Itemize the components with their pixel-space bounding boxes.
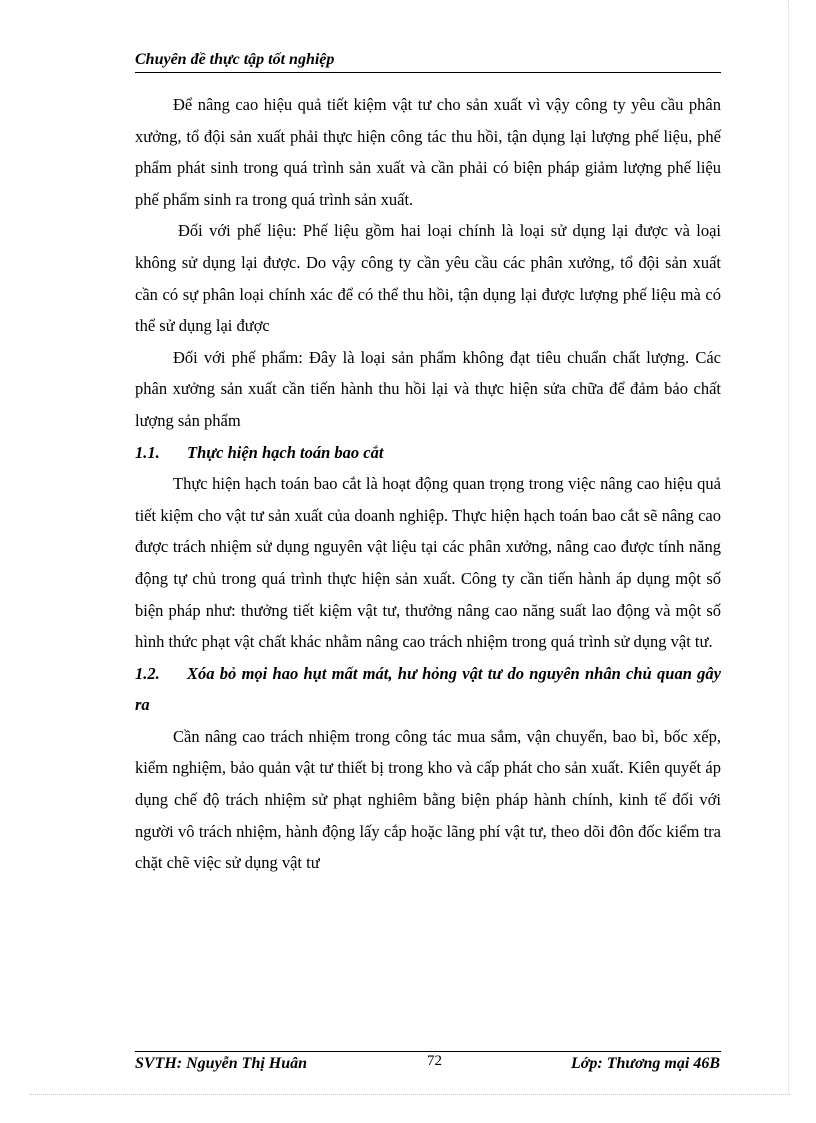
section-heading-1-2 <box>135 658 721 721</box>
paragraph-defective-products: Đối với phế phẩm: Đây là loại sản phẩm không đạt tiêu chuẩn chất lượng. Các phân xưởng sản xuất cần tiến hành thu hồi lại và thực hiện sửa chữa để đảm bảo chất lượng sản phẩm <box>135 347 721 430</box>
section-number: 1.1. <box>135 442 160 462</box>
paragraph-scrap-materials: Đối với phế liệu: Phế liệu gồm hai loại chính là loại sử dụng lại được và loại không sử dụng lại được. Do vậy công ty cần yêu cầu các phân xưởng, tổ đội sản xuất cần có sự phân loại chính xác để có thể thu hồi, tận dụng lại được lượng phế liệu mà có thể sử dụng lại được <box>135 221 721 336</box>
footer-author: SVTH: Nguyễn Thị Huân <box>135 1055 308 1072</box>
section-title: Thực hiện hạch toán bao cắt <box>187 442 384 462</box>
paragraph-responsibility: Cần nâng cao trách nhiệm trong công tác mua sắm, vận chuyển, bao bì, bốc xếp, kiểm nghiệm, bảo quản vật tư thiết bị trong kho và cấp phát cho sản xuất. Kiên quyết áp dụng chế độ trách nhiệm sử phạt nghiêm bằng biện pháp hành chính, kinh tế đối với người vô trách nhiệm, hành động lấy cắp hoặc lãng phí vật tư, theo dõi đôn đốc kiểm tra chặt chẽ việc sử dụng vật tư <box>135 726 721 873</box>
page-number: 72 <box>427 1053 442 1069</box>
page-edge-right <box>788 0 789 1094</box>
footer-class: Lớp: Thương mại 46B <box>571 1055 720 1072</box>
section-number: 1.2. <box>135 663 160 683</box>
paragraph-scrap-recovery: Để nâng cao hiệu quả tiết kiệm vật tư cho sản xuất vì vậy công ty yêu cầu phân xưởng, tổ đội sản xuất phải thực hiện công tác thu hồi, tận dụng lại lượng phế liệu, phế phẩm phát sinh trong quá trình sản xuất và cần phải có biện pháp giảm lượng phế liệu phế phẩm sinh ra trong quá trình sản xuất. <box>135 95 721 209</box>
section-heading-1-1 <box>135 437 721 469</box>
footer-divider <box>135 1051 721 1052</box>
section-title: Xóa bỏ mọi hao hụt mất mát, hư hỏng vật tư do nguyên nhân chủ quan gây ra <box>135 663 721 715</box>
page-edge-bottom <box>30 1094 790 1095</box>
page-header <box>135 48 721 73</box>
document-body <box>135 89 721 879</box>
header-title: Chuyên đề thực tập tốt nghiệp <box>135 51 335 68</box>
paragraph-cost-accounting: Thực hiện hạch toán bao cắt là hoạt động quan trọng trong việc nâng cao hiệu quả tiết kiệm cho vật tư sản xuất của doanh nghiệp. Thực hiện hạch toán bao cắt sẽ nâng cao được trách nhiệm sử dụng nguyên vật liệu tại các phân xưởng, nâng cao được tính năng động tự chủ trong quá trình thực hiện sản xuất. Công ty cần tiến hành áp dụng một số biện pháp như: thưởng tiết kiệm vật tư, thưởng nâng cao năng suất lao động và một số hình thức phạt vật chất khác nhằm nâng cao trách nhiệm trong quá trình sử dụng vật tư. <box>135 474 721 652</box>
